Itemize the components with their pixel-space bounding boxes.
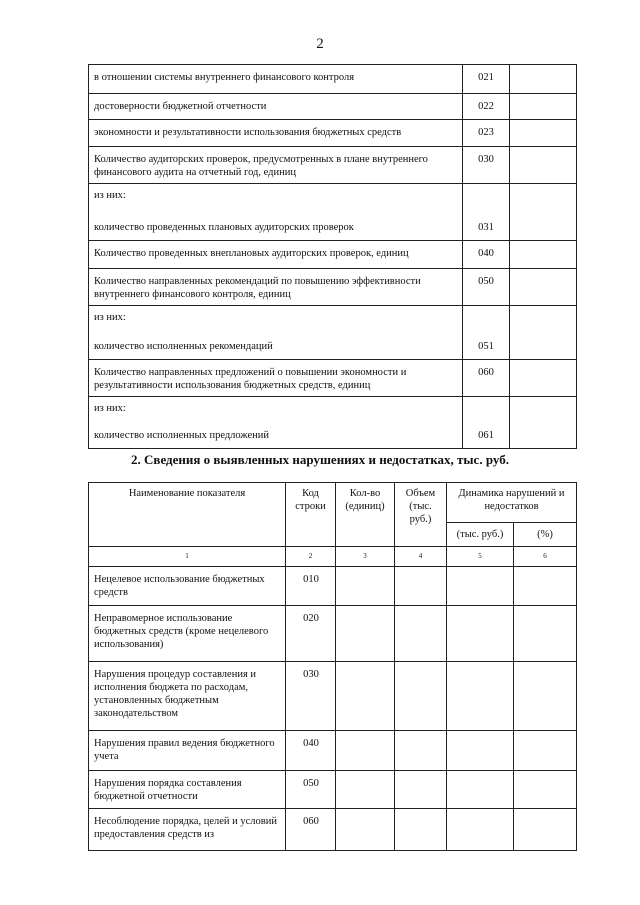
value-cell xyxy=(447,809,514,851)
row-code: 061 xyxy=(463,421,510,448)
value-cell xyxy=(447,662,514,731)
header-indicator-name: Наименование показателя xyxy=(89,483,286,547)
table1-row xyxy=(89,421,577,448)
row-code: 020 xyxy=(286,606,336,662)
table1-row xyxy=(89,212,577,241)
violation-name: Нецелевое использование бюджетных средств xyxy=(89,567,286,606)
table1-row xyxy=(89,120,577,147)
table1-row xyxy=(89,184,577,212)
column-number: 3 xyxy=(336,547,395,567)
indicator-text: количество исполненных рекомендаций xyxy=(89,334,463,360)
row-code: 022 xyxy=(463,94,510,120)
column-number: 1 xyxy=(89,547,286,567)
indicator-text: из них: xyxy=(89,184,463,212)
table2-row xyxy=(89,771,577,809)
row-code: 051 xyxy=(463,334,510,360)
table1-row xyxy=(89,306,577,334)
header-dynamics-pct: (%) xyxy=(514,523,577,547)
value-cell xyxy=(510,359,577,396)
header-volume: Объем (тыс. руб.) xyxy=(395,483,447,547)
value-cell xyxy=(395,606,447,662)
row-code xyxy=(463,396,510,421)
table2-row xyxy=(89,731,577,771)
row-code xyxy=(463,306,510,334)
value-cell xyxy=(510,334,577,360)
value-cell xyxy=(447,567,514,606)
row-code: 021 xyxy=(463,65,510,94)
value-cell xyxy=(510,269,577,306)
value-cell xyxy=(514,809,577,851)
table1-row xyxy=(89,65,577,94)
value-cell xyxy=(395,662,447,731)
indicator-text: Количество аудиторских проверок, предусмотренных в плане внутреннего финансового аудита на отчетный год, единиц xyxy=(89,147,463,184)
header-dynamics-rub: (тыс. руб.) xyxy=(447,523,514,547)
row-code: 023 xyxy=(463,120,510,147)
row-code: 040 xyxy=(463,241,510,269)
table1-row xyxy=(89,269,577,306)
value-cell xyxy=(514,606,577,662)
violation-name: Неправомерное использование бюджетных средств (кроме нецелевого использования) xyxy=(89,606,286,662)
value-cell xyxy=(336,809,395,851)
header-row-code: Код строки xyxy=(286,483,336,547)
header-count: Кол-во (единиц) xyxy=(336,483,395,547)
value-cell xyxy=(336,662,395,731)
row-code: 040 xyxy=(286,731,336,771)
value-cell xyxy=(510,120,577,147)
value-cell xyxy=(510,147,577,184)
table1-row xyxy=(89,241,577,269)
table2-row xyxy=(89,606,577,662)
table1-row xyxy=(89,359,577,396)
row-code xyxy=(463,184,510,212)
value-cell xyxy=(514,731,577,771)
value-cell xyxy=(395,731,447,771)
value-cell xyxy=(336,567,395,606)
violation-name: Нарушения правил ведения бюджетного учета xyxy=(89,731,286,771)
value-cell xyxy=(336,771,395,809)
violation-name: Нарушения процедур составления и исполнения бюджета по расходам, установленных бюджетным законодательством xyxy=(89,662,286,731)
section-2-title: 2. Сведения о выявленных нарушениях и недостатках, тыс. руб. xyxy=(131,452,509,467)
table2-row xyxy=(89,809,577,851)
value-cell xyxy=(510,306,577,334)
value-cell xyxy=(514,662,577,731)
row-code: 050 xyxy=(286,771,336,809)
value-cell xyxy=(447,771,514,809)
value-cell xyxy=(395,809,447,851)
indicator-text: достоверности бюджетной отчетности xyxy=(89,94,463,120)
indicator-text: из них: xyxy=(89,306,463,334)
column-number: 6 xyxy=(514,547,577,567)
row-code: 050 xyxy=(463,269,510,306)
row-code: 060 xyxy=(463,359,510,396)
row-code: 030 xyxy=(286,662,336,731)
value-cell xyxy=(510,421,577,448)
indicator-text: Количество направленных рекомендаций по повышению эффективности внутреннего финансового контроля, единиц xyxy=(89,269,463,306)
row-code: 030 xyxy=(463,147,510,184)
table1-row xyxy=(89,94,577,120)
table1-row xyxy=(89,396,577,421)
violation-name: Несоблюдение порядка, целей и условий предоставления средств из xyxy=(89,809,286,851)
value-cell xyxy=(510,94,577,120)
value-cell xyxy=(336,606,395,662)
value-cell xyxy=(514,771,577,809)
value-cell xyxy=(510,241,577,269)
value-cell xyxy=(510,396,577,421)
indicator-text: экономности и результативности использования бюджетных средств xyxy=(89,120,463,147)
header-dynamics: Динамика нарушений и недостатков xyxy=(447,483,577,523)
indicator-text: Количество направленных предложений о повышении экономности и результативности использования бюджетных средств, единиц xyxy=(89,359,463,396)
indicator-text: количество проведенных плановых аудиторских проверок xyxy=(89,212,463,241)
value-cell xyxy=(514,567,577,606)
value-cell xyxy=(510,212,577,241)
violations-table xyxy=(88,482,577,851)
value-cell xyxy=(447,731,514,771)
column-number: 5 xyxy=(447,547,514,567)
indicator-text: количество исполненных предложений xyxy=(89,421,463,448)
value-cell xyxy=(510,65,577,94)
value-cell xyxy=(447,606,514,662)
table1-row xyxy=(89,147,577,184)
table2-row xyxy=(89,567,577,606)
value-cell xyxy=(336,731,395,771)
table1-row xyxy=(89,334,577,360)
row-code: 031 xyxy=(463,212,510,241)
violation-name: Нарушения порядка составления бюджетной отчетности xyxy=(89,771,286,809)
page-number: 2 xyxy=(316,36,324,52)
value-cell xyxy=(395,567,447,606)
value-cell xyxy=(395,771,447,809)
audit-summary-table xyxy=(88,64,577,449)
indicator-text: из них: xyxy=(89,396,463,421)
column-number: 2 xyxy=(286,547,336,567)
row-code: 060 xyxy=(286,809,336,851)
row-code: 010 xyxy=(286,567,336,606)
indicator-text: в отношении системы внутреннего финансового контроля xyxy=(89,65,463,94)
table2-row xyxy=(89,662,577,731)
column-number: 4 xyxy=(395,547,447,567)
value-cell xyxy=(510,184,577,212)
indicator-text: Количество проведенных внеплановых аудиторских проверок, единиц xyxy=(89,241,463,269)
